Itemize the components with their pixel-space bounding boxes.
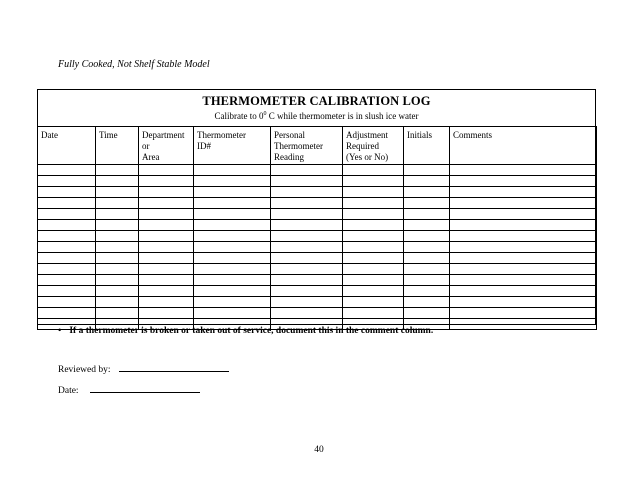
table-cell-personal_reading[interactable]	[271, 198, 343, 209]
table-cell-thermometer_id[interactable]	[194, 297, 271, 308]
table-cell-comments[interactable]	[450, 242, 597, 253]
table-cell-date[interactable]	[38, 198, 96, 209]
table-cell-comments[interactable]	[450, 231, 597, 242]
date-blank[interactable]	[90, 383, 200, 393]
table-cell-adjustment[interactable]	[343, 297, 404, 308]
table-cell-initials[interactable]	[404, 275, 450, 286]
table-row	[38, 165, 597, 176]
table-row	[38, 198, 597, 209]
page-number: 40	[314, 445, 324, 455]
header-note: Fully Cooked, Not Shelf Stable Model	[58, 59, 210, 70]
table-cell-time[interactable]	[96, 220, 139, 231]
table-cell-time[interactable]	[96, 253, 139, 264]
table-cell-initials[interactable]	[404, 220, 450, 231]
table-cell-date[interactable]	[38, 308, 96, 319]
table-cell-time[interactable]	[96, 264, 139, 275]
table-cell-adjustment[interactable]	[343, 286, 404, 297]
table-cell-adjustment[interactable]	[343, 275, 404, 286]
log-title: THERMOMETER CALIBRATION LOG	[202, 94, 431, 108]
table-cell-department[interactable]	[139, 231, 194, 242]
column-header-thermometer-id: Thermometer ID#	[194, 127, 271, 165]
table-cell-thermometer_id[interactable]	[194, 264, 271, 275]
table-cell-date[interactable]	[38, 220, 96, 231]
table-cell-thermometer_id[interactable]	[194, 209, 271, 220]
table-cell-thermometer_id[interactable]	[194, 286, 271, 297]
table-cell-personal_reading[interactable]	[271, 231, 343, 242]
table-cell-date[interactable]	[38, 165, 96, 176]
table-cell-date[interactable]	[38, 231, 96, 242]
table-cell-adjustment[interactable]	[343, 176, 404, 187]
table-row	[38, 275, 597, 286]
table-cell-department[interactable]	[139, 165, 194, 176]
table-cell-personal_reading[interactable]	[271, 275, 343, 286]
table-cell-adjustment[interactable]	[343, 198, 404, 209]
column-header-personal-reading: Personal Thermometer Reading	[271, 127, 343, 165]
table-cell-adjustment[interactable]	[343, 187, 404, 198]
table-cell-comments[interactable]	[450, 187, 597, 198]
table-cell-personal_reading[interactable]	[271, 209, 343, 220]
table-cell-department[interactable]	[139, 308, 194, 319]
table-cell-department[interactable]	[139, 176, 194, 187]
table-cell-date[interactable]	[38, 187, 96, 198]
service-note-text: If a thermometer is broken or taken out of service, document this in the comment column.	[69, 326, 434, 336]
table-cell-adjustment[interactable]	[343, 308, 404, 319]
table-cell-thermometer_id[interactable]	[194, 231, 271, 242]
column-header-time: Time	[96, 127, 139, 165]
table-cell-personal_reading[interactable]	[271, 176, 343, 187]
table-cell-adjustment[interactable]	[343, 209, 404, 220]
table-cell-date[interactable]	[38, 286, 96, 297]
table-cell-personal_reading[interactable]	[271, 187, 343, 198]
table-row	[38, 231, 597, 242]
column-header-initials: Initials	[404, 127, 450, 165]
table-cell-time[interactable]	[96, 231, 139, 242]
subtitle-text-post: C while thermometer is in slush ice water	[266, 111, 419, 121]
table-cell-date[interactable]	[38, 264, 96, 275]
table-cell-initials[interactable]	[404, 297, 450, 308]
table-cell-thermometer_id[interactable]	[194, 275, 271, 286]
table-cell-time[interactable]	[96, 198, 139, 209]
table-cell-comments[interactable]	[450, 220, 597, 231]
reviewed-by-label: Reviewed by:	[58, 365, 111, 375]
table-row	[38, 242, 597, 253]
table-cell-date[interactable]	[38, 209, 96, 220]
table-cell-personal_reading[interactable]	[271, 308, 343, 319]
table-cell-department[interactable]	[139, 242, 194, 253]
table-row	[38, 286, 597, 297]
table-cell-time[interactable]	[96, 308, 139, 319]
table-cell-initials[interactable]	[404, 165, 450, 176]
table-row	[38, 176, 597, 187]
table-cell-date[interactable]	[38, 242, 96, 253]
table-cell-adjustment[interactable]	[343, 253, 404, 264]
table-row	[38, 220, 597, 231]
date-label: Date:	[58, 386, 79, 396]
table-cell-initials[interactable]	[404, 198, 450, 209]
table-cell-comments[interactable]	[450, 264, 597, 275]
table-cell-adjustment[interactable]	[343, 242, 404, 253]
table-cell-time[interactable]	[96, 286, 139, 297]
table-cell-initials[interactable]	[404, 176, 450, 187]
table-cell-comments[interactable]	[450, 275, 597, 286]
service-note	[58, 326, 433, 336]
table-cell-personal_reading[interactable]	[271, 264, 343, 275]
table-cell-comments[interactable]	[450, 198, 597, 209]
table-row	[38, 253, 597, 264]
column-header-department: Department or Area	[139, 127, 194, 165]
table-cell-time[interactable]	[96, 242, 139, 253]
table-cell-comments[interactable]	[450, 253, 597, 264]
table-cell-thermometer_id[interactable]	[194, 198, 271, 209]
table-cell-time[interactable]	[96, 176, 139, 187]
table-cell-time[interactable]	[96, 165, 139, 176]
table-cell-initials[interactable]	[404, 253, 450, 264]
table-row	[38, 308, 597, 319]
table-cell-department[interactable]	[139, 209, 194, 220]
table-cell-personal_reading[interactable]	[271, 253, 343, 264]
table-row	[38, 297, 597, 308]
log-subtitle	[38, 111, 595, 121]
table-cell-initials[interactable]	[404, 231, 450, 242]
table-cell-date[interactable]	[38, 176, 96, 187]
table-cell-adjustment[interactable]	[343, 220, 404, 231]
table-cell-comments[interactable]	[450, 297, 597, 308]
table-cell-date[interactable]	[38, 253, 96, 264]
table-cell-time[interactable]	[96, 297, 139, 308]
table-cell-comments[interactable]	[450, 319, 597, 330]
table-cell-comments[interactable]	[450, 209, 597, 220]
table-cell-department[interactable]	[139, 187, 194, 198]
table-row	[38, 264, 597, 275]
table-cell-initials[interactable]	[404, 286, 450, 297]
bullet-icon: •	[58, 326, 62, 336]
table-cell-personal_reading[interactable]	[271, 286, 343, 297]
reviewed-by-line	[58, 362, 229, 375]
subtitle-text-pre: Calibrate to 0	[214, 111, 264, 121]
table-cell-thermometer_id[interactable]	[194, 253, 271, 264]
table-cell-thermometer_id[interactable]	[194, 308, 271, 319]
calibration-log-box	[37, 89, 596, 325]
table-cell-adjustment[interactable]	[343, 264, 404, 275]
table-body	[38, 165, 597, 330]
table-cell-initials[interactable]	[404, 187, 450, 198]
calibration-table	[37, 126, 597, 330]
table-cell-date[interactable]	[38, 297, 96, 308]
table-cell-initials[interactable]	[404, 264, 450, 275]
table-cell-department[interactable]	[139, 286, 194, 297]
table-cell-adjustment[interactable]	[343, 165, 404, 176]
table-cell-department[interactable]	[139, 253, 194, 264]
column-header-adjustment: Adjustment Required (Yes or No)	[343, 127, 404, 165]
table-cell-comments[interactable]	[450, 286, 597, 297]
table-cell-initials[interactable]	[404, 242, 450, 253]
table-cell-comments[interactable]	[450, 165, 597, 176]
table-cell-thermometer_id[interactable]	[194, 165, 271, 176]
table-cell-time[interactable]	[96, 187, 139, 198]
date-line	[58, 383, 200, 396]
table-cell-initials[interactable]	[404, 308, 450, 319]
table-cell-adjustment[interactable]	[343, 231, 404, 242]
table-cell-comments[interactable]	[450, 308, 597, 319]
table-cell-time[interactable]	[96, 209, 139, 220]
table-cell-comments[interactable]	[450, 176, 597, 187]
table-cell-department[interactable]	[139, 198, 194, 209]
table-cell-thermometer_id[interactable]	[194, 220, 271, 231]
table-cell-department[interactable]	[139, 275, 194, 286]
table-cell-thermometer_id[interactable]	[194, 242, 271, 253]
table-cell-initials[interactable]	[404, 209, 450, 220]
table-cell-thermometer_id[interactable]	[194, 187, 271, 198]
table-cell-personal_reading[interactable]	[271, 297, 343, 308]
reviewed-by-blank[interactable]	[119, 362, 229, 372]
table-row	[38, 209, 597, 220]
table-cell-department[interactable]	[139, 297, 194, 308]
column-header-comments: Comments	[450, 127, 597, 165]
table-cell-personal_reading[interactable]	[271, 242, 343, 253]
table-cell-date[interactable]	[38, 275, 96, 286]
table-row	[38, 187, 597, 198]
table-cell-department[interactable]	[139, 264, 194, 275]
table-cell-thermometer_id[interactable]	[194, 176, 271, 187]
table-cell-time[interactable]	[96, 275, 139, 286]
table-header-row	[38, 127, 597, 165]
degree-superscript: 0	[263, 111, 267, 117]
table-cell-personal_reading[interactable]	[271, 220, 343, 231]
table-cell-department[interactable]	[139, 220, 194, 231]
table-cell-personal_reading[interactable]	[271, 165, 343, 176]
column-header-date: Date	[38, 127, 96, 165]
